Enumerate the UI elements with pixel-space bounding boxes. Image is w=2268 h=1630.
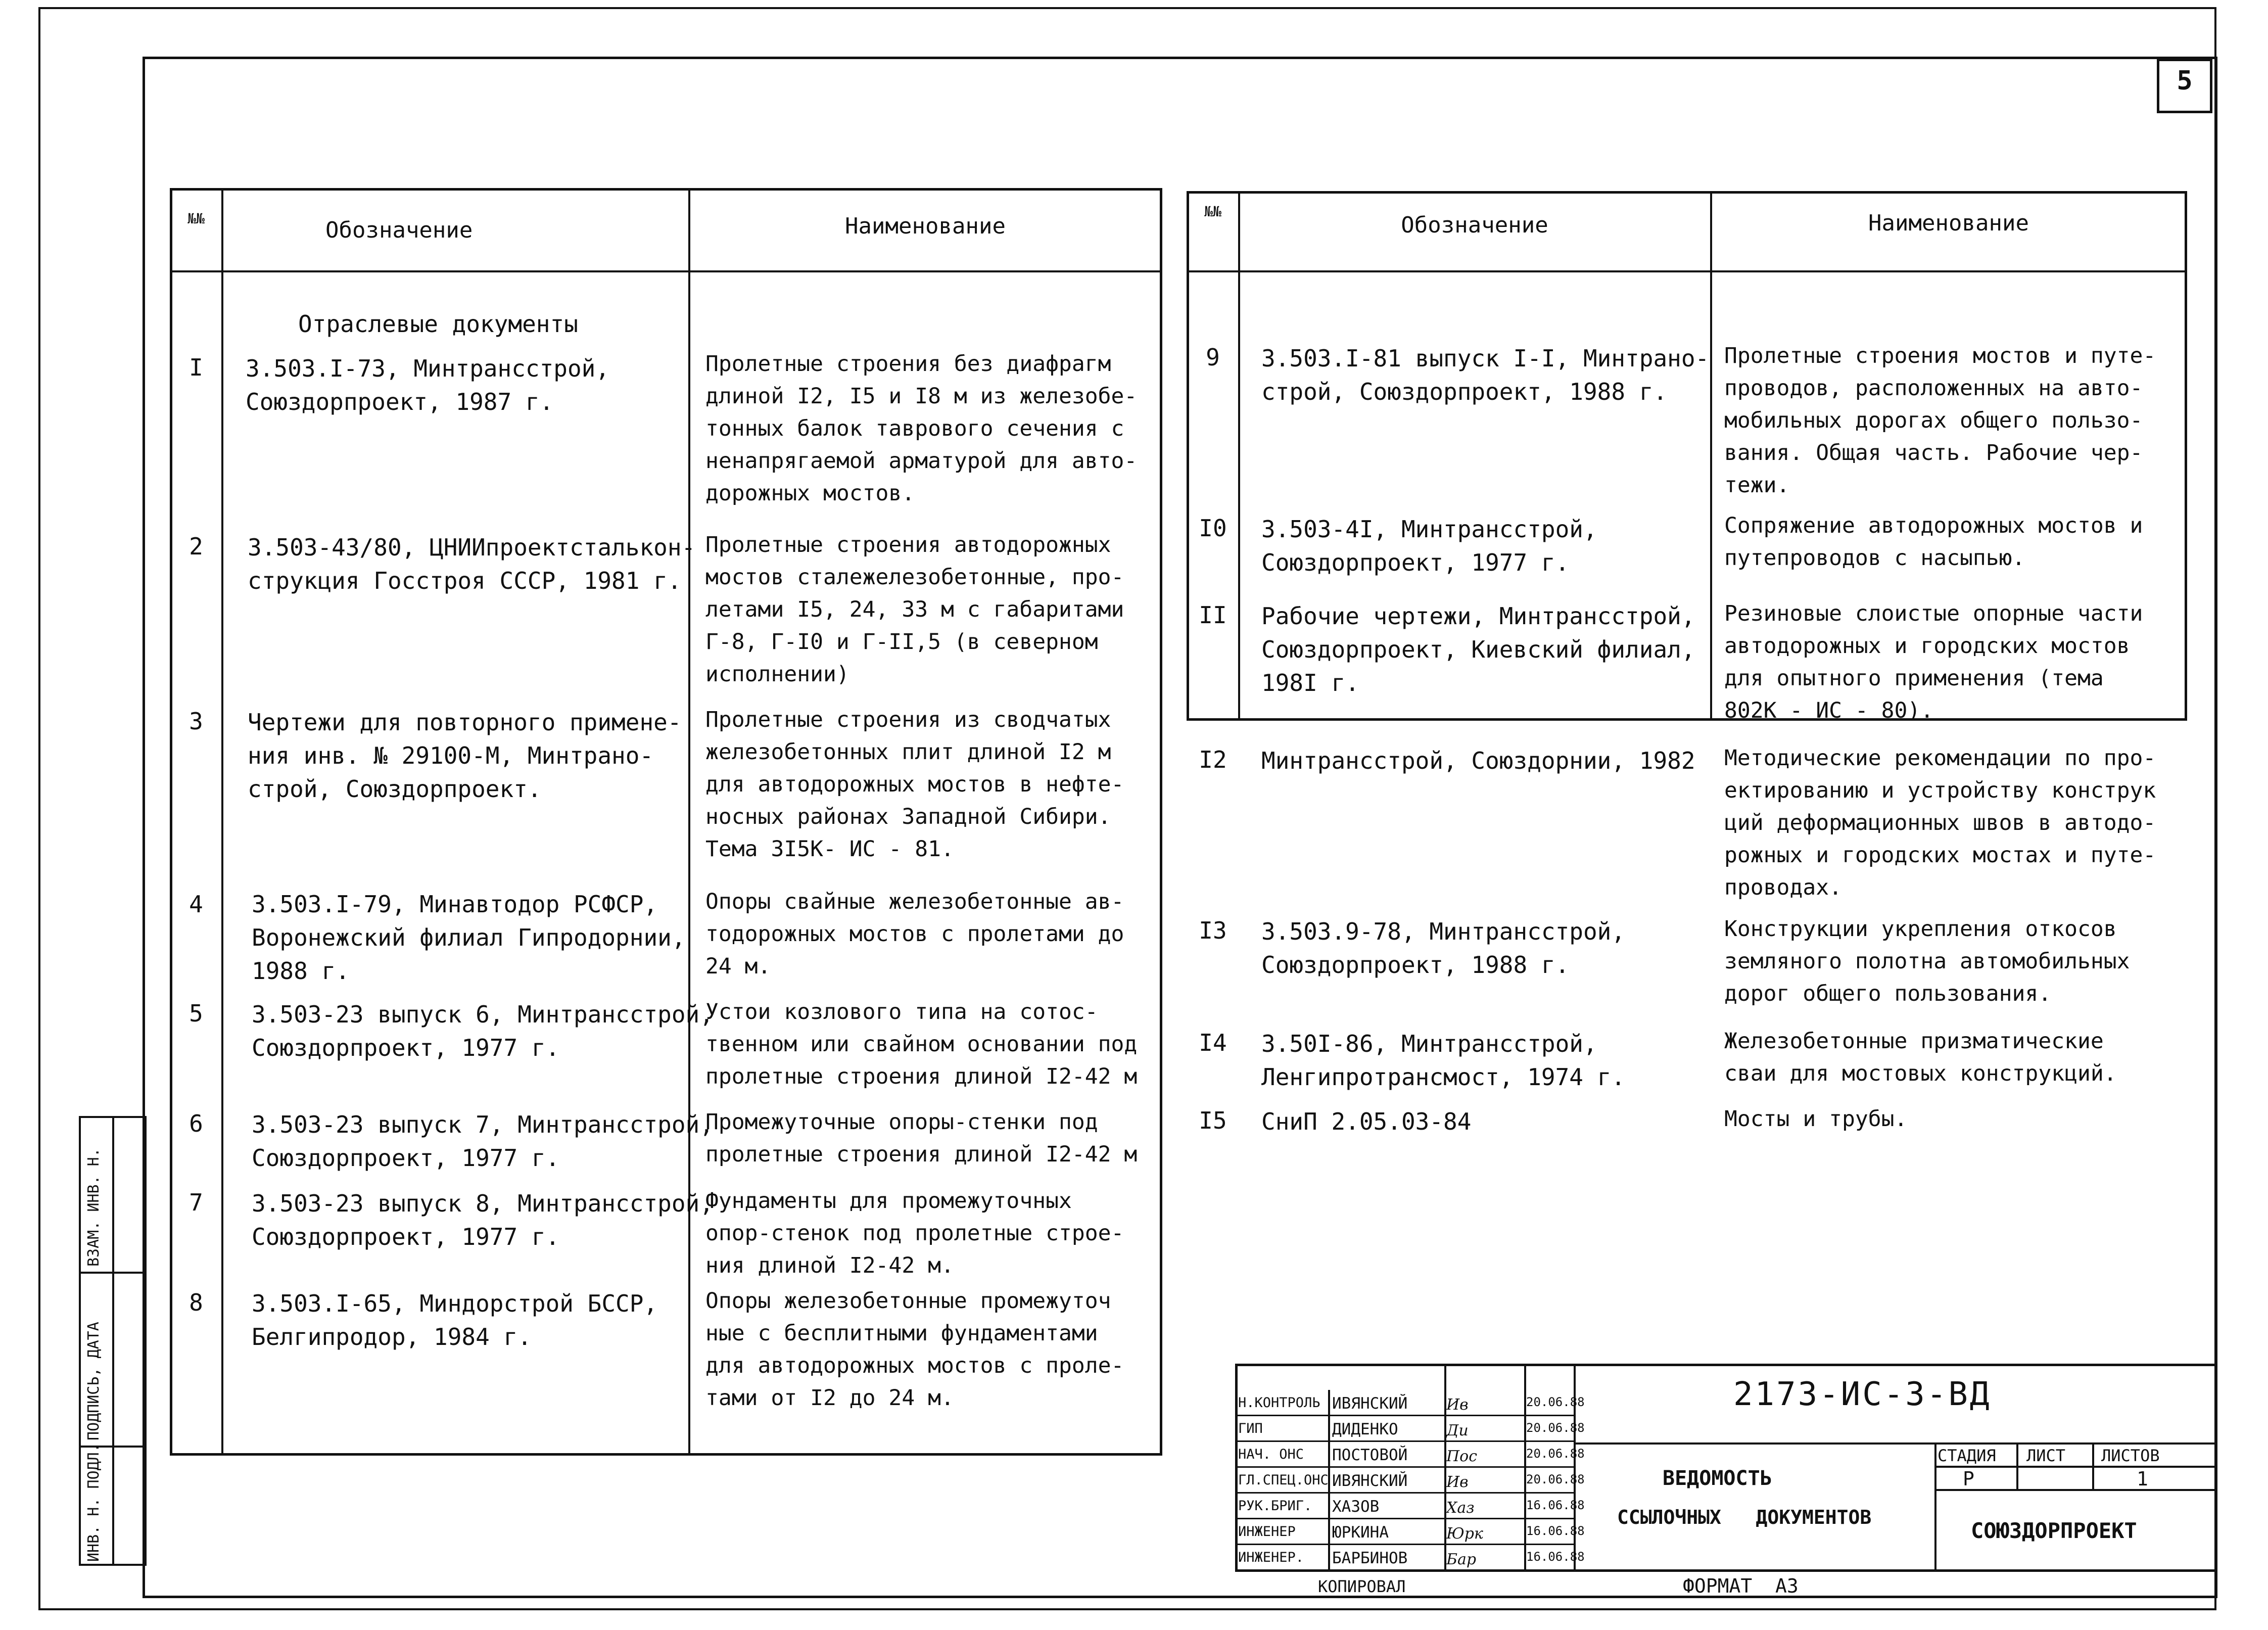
stage-value: Р [1963,1468,1974,1490]
right-row-12-designation: Минтрансстрой, Союздорнии, 1982 [1261,747,1695,774]
signature-row [1235,1546,1585,1571]
left-row-6-designation: 3.503-23 выпуск 7, Минтрансстрой, Союздорпроект, 1977 г. [252,1111,714,1172]
left-row-8-num: 8 [189,1289,203,1316]
organization: СОЮЗДОРПРОЕКТ [1971,1518,2137,1543]
left-row-5-designation: 3.503-23 выпуск 6, Минтрансстрой, Союздорпроект, 1977 г. [252,1001,714,1061]
signature-name: БАРБИНОВ [1332,1549,1408,1567]
right-row-15-name: Мосты и трубы. [1724,1106,1908,1132]
right-row-12-name: Методические рекомендации по про- ектированию и устройству конструк ций деформационных швов в автодо- рожных и городских мостах и путе- проводах. [1724,746,2156,900]
signature-role: ИНЖЕНЕР [1238,1524,1296,1540]
signature-sign: Ив [1446,1473,1469,1491]
signature-sign: Ив [1446,1396,1469,1414]
right-row-9-num: 9 [1206,344,1220,371]
signature-rows [1235,1391,1585,1572]
right-row-11-name: Резиновые слоистые опорные части автодорожных и городских мостов для опытного применения (тема 802К - ИС - 80). [1724,601,2143,723]
tb-col-stage [1934,1442,1936,1572]
signature-sign: Ди [1446,1422,1469,1439]
left-row-8-name: Опоры железобетонные промежуточ ные с бесплитными фундаментами для автодорожных мостов с проле- тами от I2 до 24 м. [705,1288,1124,1411]
signature-role: РУК.БРИГ. [1238,1498,1312,1514]
left-row-1-designation: 3.503.I-73, Минтрансстрой, Союздорпроект, 1987 г. [246,355,610,415]
left-table-col1 [221,188,223,1456]
left-row-7-name: Фундаменты для промежуточных опор-стенок под пролетные строе- ния длиной I2-42 м. [705,1188,1124,1278]
right-row-10-num: I0 [1199,515,1227,542]
stage-header: СТАДИЯ [1938,1446,1996,1465]
signature-name: ЮРКИНА [1332,1523,1389,1542]
side-stamp-divider [112,1116,114,1566]
signature-role: Н.КОНТРОЛЬ [1238,1395,1320,1411]
right-row-11-designation: Рабочие чертежи, Минтрансстрой, Союздорпроект, Киевский филиал, 198I г. [1261,602,1695,696]
signature-row [1235,1417,1585,1442]
signature-sign: Пос [1446,1448,1478,1465]
signature-name: ИВЯНСКИЙ [1332,1472,1408,1490]
left-table-header-line [170,270,1162,272]
right-row-11-num: II [1199,601,1227,629]
right-row-13-name: Конструкции укрепления откосов земляного полотна автомобильных дорог общего пользования. [1724,916,2130,1006]
left-header-designation: Обозначение [325,217,473,243]
right-header-designation: Обозначение [1401,212,1548,238]
signature-name: ПОСТОВОЙ [1332,1446,1408,1464]
left-row-5-name: Устои козлового типа на сотос- твенном или свайном основании под пролетные строения длиной I2-42 м [705,999,1138,1089]
left-section-title: Отраслевые документы [298,310,578,338]
left-header-num: №№ [187,210,205,227]
left-row-4-num: 4 [189,891,203,918]
signature-row [1235,1442,1585,1468]
sheet-header: ЛИСТ [2026,1446,2066,1465]
format-label: ФОРМАТ А3 [1683,1575,1799,1597]
left-row-2-num: 2 [189,533,203,560]
right-row-9-name: Пролетные строения мостов и путе- проводов, расположенных на авто- мобильных дорогах общего пользо- вания. Общая часть. Рабочие чер- тежи. [1724,343,2156,498]
left-row-1-name: Пролетные строения без диафрагм длиной I2, I5 и I8 м из железобе- тонных балок таврового сечения с ненапрягаемой арматурой для авто- дорожных мостов. [705,351,1138,506]
title-line-2: ССЫЛОЧНЫХ ДОКУМЕНТОВ [1617,1506,1872,1528]
left-row-3-name: Пролетные строения из сводчатых железобетонных плит длиной I2 м для автодорожных мостов в нефте- носных районах Западной Сибири. Тема 3I5К- ИС - 81. [705,707,1124,862]
title-line-1: ВЕДОМОСТЬ [1663,1467,1772,1490]
signature-date: 20.06.88 [1526,1395,1585,1409]
signature-date: 16.06.88 [1526,1524,1585,1538]
signature-date: 20.06.88 [1526,1472,1585,1486]
side-stamp-cell-2: ПОДПИСЬ, ДАТА [85,1322,103,1440]
signature-row [1235,1520,1585,1545]
sheets-header: ЛИСТОВ [2101,1446,2160,1465]
left-row-8-designation: 3.503.I-65, Миндорстрой БССР, Белгипродор, 1984 г. [252,1290,658,1350]
left-row-4-designation: 3.503.I-79, Минавтодор РСФСР, Воронежский филиал Гипродорнии, 1988 г. [252,891,686,985]
left-row-1-num: I [189,354,203,381]
signature-name: ИВЯНСКИЙ [1332,1394,1408,1413]
signature-sign: Юрк [1446,1525,1483,1543]
left-row-2-designation: 3.503-43/80, ЦНИИпроектсталькон- струкция Госстроя СССР, 1981 г. [248,534,696,594]
copied-label: КОПИРОВАЛ [1318,1577,1406,1596]
signature-role: ИНЖЕНЕР. [1238,1550,1304,1565]
tb-stage-line1 [1934,1466,2217,1468]
left-row-2-name: Пролетные строения автодорожных мостов сталежелезобетонные, про- летами I5, 24, 33 м с габаритами Г-8, Г-I0 и Г-II,5 (в северном исполнении) [705,532,1124,687]
left-row-6-name: Промежуточные опоры-стенки под пролетные строения длиной I2-42 м [705,1109,1138,1167]
page-number: 5 [2177,66,2193,96]
right-row-14-designation: 3.50I-86, Минтрансстрой, Ленгипротрансмост, 1974 г. [1261,1030,1626,1091]
left-row-4-name: Опоры свайные железобетонные ав- тодорожных мостов с пролетами до 24 м. [705,889,1124,979]
tb-col-sheet [2016,1442,2018,1489]
left-row-3-num: 3 [189,708,203,735]
left-row-6-num: 6 [189,1110,203,1137]
signature-date: 20.06.88 [1526,1421,1585,1435]
right-header-num: №№ [1204,203,1221,220]
tb-code-line [1574,1442,2217,1445]
side-stamp-line-2 [79,1272,147,1274]
signature-row [1235,1468,1585,1494]
sheets-value: 1 [2137,1468,2148,1490]
right-row-14-num: I4 [1199,1029,1227,1056]
right-table-col2 [1710,191,1712,721]
left-row-7-num: 7 [189,1189,203,1216]
document-code: 2173-ИС-3-ВД [1733,1376,1992,1413]
signature-row [1235,1391,1585,1416]
right-table-col1 [1238,191,1240,721]
left-row-3-designation: Чертежи для повторного примене- ния инв. № 29100-М, Минтрано- строй, Союздорпроект. [248,709,682,803]
right-row-14-name: Железобетонные призматические сваи для мостовых конструкций. [1724,1029,2117,1086]
left-row-5-num: 5 [189,1000,203,1027]
right-row-13-designation: 3.503.9-78, Минтрансстрой, Союздорпроект, 1988 г. [1261,918,1626,979]
left-row-7-designation: 3.503-23 выпуск 8, Минтрансстрой, Союздорпроект, 1977 г. [252,1190,714,1250]
right-header-name: Наименование [1868,210,2029,236]
right-row-10-designation: 3.503-4I, Минтрансстрой, Союздорпроект, 1977 г. [1261,516,1597,576]
signature-sign: Бар [1446,1551,1477,1568]
signature-date: 20.06.88 [1526,1447,1585,1461]
signature-name: ДИДЕНКО [1332,1420,1398,1438]
right-table-header-line [1187,270,2187,272]
side-stamp-cell-1: ИНВ. Н. ПОДЛ. [85,1443,103,1562]
right-row-9-designation: 3.503.I-81 выпуск I-I, Минтрано- строй, Союздорпроект, 1988 г. [1261,345,1710,405]
signature-row [1235,1494,1585,1519]
right-row-15-num: I5 [1199,1107,1227,1134]
tb-col-sheets [2092,1442,2094,1489]
signature-date: 16.06.88 [1526,1498,1585,1512]
right-row-12-num: I2 [1199,746,1227,773]
side-stamp-cell-3: ВЗАМ. ИНВ. Н. [85,1148,103,1267]
right-row-13-num: I3 [1199,917,1227,944]
signature-name: ХАЗОВ [1332,1498,1380,1516]
left-table-col2 [688,188,690,1456]
tb-stage-line2 [1934,1489,2217,1491]
signature-role: НАЧ. ОНС [1238,1447,1304,1462]
left-header-name: Наименование [845,213,1006,239]
signature-date: 16.06.88 [1526,1550,1585,1564]
signature-role: ГЛ.СПЕЦ.ОНС [1238,1472,1329,1488]
right-row-10-name: Сопряжение автодорожных мостов и путепроводов с насыпью. [1724,513,2143,571]
signature-role: ГИП [1238,1421,1263,1436]
signature-sign: Хаз [1446,1499,1475,1517]
right-row-15-designation: СниП 2.05.03-84 [1261,1108,1472,1135]
